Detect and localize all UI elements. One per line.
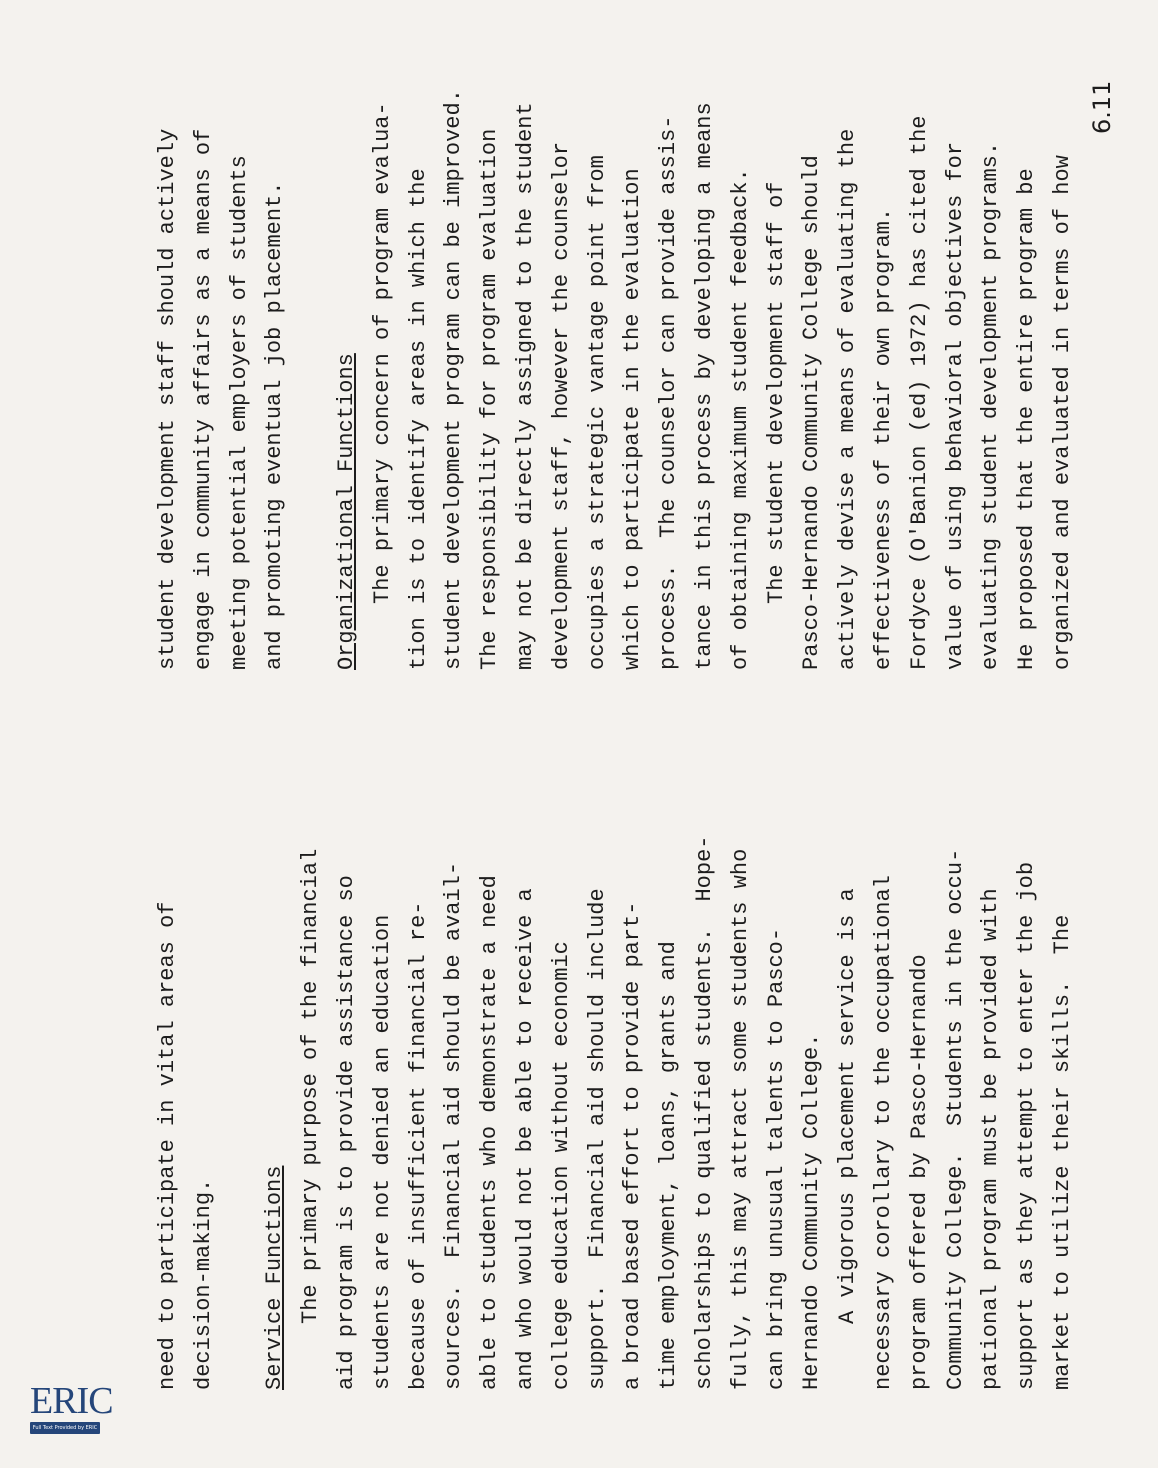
text-line: The responsibility for program evaluation [477, 128, 503, 670]
text-line: students are not denied an education [369, 914, 395, 1390]
text-line: A vigorous placement service is a [835, 888, 861, 1390]
text-line: and promoting eventual job placement. [262, 181, 288, 670]
text-line: college education without economic [548, 941, 574, 1390]
text-line: of obtaining maximum student feedback. [727, 168, 753, 670]
text-line: The primary purpose of the financial [298, 848, 324, 1390]
text-line: and who would not be able to receive a [512, 888, 538, 1390]
eric-logo-tagline: Full Text Provided by ERIC [32, 1425, 98, 1431]
text-line: student development staff should actively [155, 128, 180, 670]
text-line: aid program is to provide assistance so [333, 875, 359, 1390]
right-column [150, 50, 1081, 670]
page-number [1080, 80, 1120, 144]
text-line: Hernando Community College. [799, 1033, 825, 1390]
text-line: able to students who demonstrate a need [477, 875, 503, 1390]
text-line: meeting potential employers of students [226, 155, 252, 670]
text-line: decision-making. [190, 1178, 216, 1390]
section-heading: Organizational Functions [333, 353, 359, 670]
text-line: support as they attempt to enter the job [1014, 861, 1040, 1390]
text-line: organized and evaluated in terms of how [1049, 155, 1075, 670]
text-line: fully, this may attract some students who [727, 848, 753, 1390]
text-line: development staff, however the counselor [548, 141, 574, 670]
eric-logo [30, 1380, 113, 1438]
text-line [293, 50, 329, 670]
text-line: Fordyce (O'Banion (ed) 1972) has cited the [906, 115, 932, 670]
text-line: sources. Financial aid should be avail- [441, 861, 467, 1390]
text-line: Community College. Students in the occu- [942, 848, 968, 1390]
text-line: a broad based effort to provide part- [620, 901, 646, 1390]
text-line: need to participate in vital areas of [155, 901, 180, 1390]
text-line: because of insufficient financial re- [405, 901, 431, 1390]
text-line: process. The counselor can provide assis- [656, 115, 682, 670]
eric-logo-word: ERIC [30, 1380, 113, 1422]
text-line: value of using behavioral objectives for [942, 141, 968, 670]
text-line: market to utilize their skills. The [1049, 914, 1075, 1390]
text-line: support. Financial aid should include [584, 888, 610, 1390]
text-line: tion is to identify areas in which the [405, 168, 431, 670]
eric-logo-bar [30, 1422, 100, 1434]
text-line: He proposed that the entire program be [1014, 168, 1040, 670]
rotated-text-block [150, 50, 1075, 1390]
text-line: time employment, loans, grants and [656, 941, 682, 1390]
text-line: evaluating student development programs. [978, 141, 1004, 670]
text-line: engage in community affairs as a means of [190, 128, 216, 670]
text-line: necessary corollary to the occupational [870, 875, 896, 1390]
text-line: can bring unusual talents to Pasco- [763, 927, 789, 1390]
text-line: actively devise a means of evaluating the [835, 128, 861, 670]
section-heading: Service Functions [262, 1165, 288, 1390]
text-line: may not be directly assigned to the student [512, 102, 538, 670]
text-line: tance in this process by developing a means [691, 102, 717, 670]
text-line: occupies a strategic vantage point from [584, 155, 610, 670]
text-line: pational program must be provided with [978, 888, 1004, 1390]
text-line: scholarships to qualified students. Hope- [691, 835, 717, 1390]
text-line: effectiveness of their own program. [870, 207, 896, 670]
text-line: Pasco-Hernando Community College should [799, 155, 825, 670]
text-line: The student development staff of [763, 181, 789, 670]
text-line [222, 810, 258, 1390]
left-column [150, 810, 1081, 1390]
text-line: student development program can be improved. [441, 89, 467, 670]
text-line: The primary concern of program evalua- [369, 102, 395, 670]
text-line: which to participate in the evaluation [620, 168, 646, 670]
page-number-text: 6.11 [1088, 80, 1116, 134]
text-line: program offered by Pasco-Hernando [906, 954, 932, 1390]
